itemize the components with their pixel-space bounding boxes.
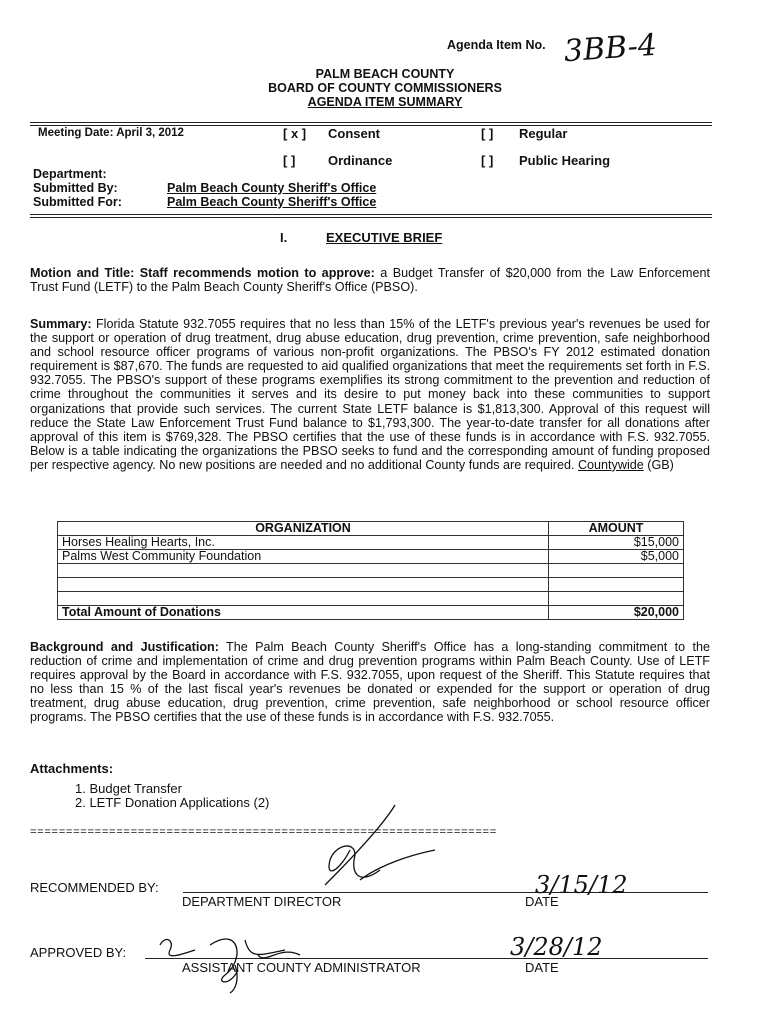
attachments-label: Attachments: (30, 761, 114, 776)
table-row-empty (58, 592, 684, 606)
recommended-by-label: RECOMMENDED BY: (30, 880, 159, 895)
motion-text: a Budget Transfer of $20,000 from the Law Enforcement Trust Fund (LETF) to the Palm Beach County Sheriff's Office (PBSO). (30, 266, 710, 295)
recommended-date-handwritten (530, 858, 680, 908)
option-public-hearing-label: Public Hearing (519, 153, 611, 168)
total-label: Total Amount of Donations (58, 606, 549, 620)
donation-table (57, 521, 684, 620)
table-row (58, 536, 684, 550)
empty-cell (549, 578, 684, 592)
header-rule-top (30, 122, 712, 123)
approved-date-handwritten (505, 920, 655, 970)
approved-title: ASSISTANT COUNTY ADMINISTRATOR (182, 960, 421, 975)
table-row-empty (58, 578, 684, 592)
attachment-item: 1. Budget Transfer (75, 781, 182, 796)
option-consent-label: Consent (328, 126, 380, 141)
empty-cell (58, 578, 549, 592)
approved-by-label: APPROVED BY: (30, 945, 127, 960)
recommended-date-label: DATE (525, 894, 559, 909)
submitted-for-label: Submitted For: (33, 195, 122, 209)
approved-date-value: 3/28/12 (510, 933, 603, 961)
submitted-by-value: Palm Beach County Sheriff's Office (167, 181, 377, 195)
row-org: Horses Healing Hearts, Inc. (58, 536, 549, 550)
table-row (58, 550, 684, 564)
background-label: Background and Justification: (30, 640, 219, 654)
option-regular-box: [ ] (481, 126, 494, 141)
row-amount: $5,000 (549, 550, 684, 564)
row-org: Palms West Community Foundation (58, 550, 549, 564)
option-ordinance-box: [ ] (283, 153, 296, 168)
empty-cell (549, 564, 684, 578)
summary-paragraph (30, 317, 710, 472)
table-row-empty (58, 564, 684, 578)
section-number: I. (280, 230, 288, 245)
summary-text: Florida Statute 932.7055 requires that no less than 15% of the LETF's previous year's revenues be used for the support or operation of drug treatment, drug abuse education, drug prevention, crime prevention, safe neighborhood and school resource officer programs of various non-profit organizations. The PBSO's FY 2012 estimated donation requirement is $87,670. The funds are requested to aid qualified organizations that meet the requirements set forth in F.S. 932.7055. The PBSO's support of these programs exemplifies its strong commitment to the prevention and reduction of crime throughout the communities it serves and its desire to put money back into these communities to support organizations that provide such services. The current State LETF balance is $1,813,300. Approval of this request will reduce the State Law Enforcement Trust Fund balance to $1,793,300. The year-to-date transfer for all donations after approval of this item is $769,328. The PBSO certifies that the use of these funds is in accordance with F.S. 932.7055. Below is a table indicating the organizations the PBSO seeks to fund and the corresponding amount of funding proposed per respective agency. No new positions are needed and no additional County funds are required. (30, 317, 710, 472)
recommended-title: DEPARTMENT DIRECTOR (182, 894, 342, 909)
option-ordinance-label: Ordinance (328, 153, 393, 168)
summary-scope: Countywide (577, 457, 644, 472)
summary-initials: (GB) (643, 457, 674, 472)
header-board: BOARD OF COUNTY COMMISSIONERS (268, 81, 502, 95)
option-regular-label: Regular (519, 126, 568, 141)
department-rule (30, 214, 712, 215)
meeting-date-value: April 3, 2012 (116, 127, 184, 139)
submitted-for-value: Palm Beach County Sheriff's Office (167, 195, 377, 209)
attachment-item: 2. LETF Donation Applications (2) (75, 795, 270, 810)
background-paragraph (30, 640, 710, 725)
recommended-date-value: 3/15/12 (535, 871, 628, 899)
meeting-date-label (38, 127, 184, 139)
option-ordinance[interactable] (283, 153, 393, 168)
department-label: Department: (33, 167, 107, 181)
administrator-signature (140, 915, 340, 995)
summary-label: Summary: (30, 317, 92, 331)
row-amount: $15,000 (549, 536, 684, 550)
section-title: EXECUTIVE BRIEF (326, 230, 443, 245)
separator-line: ================================================================= (30, 826, 497, 838)
motion-paragraph (30, 266, 710, 294)
option-regular[interactable] (481, 126, 568, 141)
option-public-hearing-box: [ ] (481, 153, 494, 168)
empty-cell (58, 564, 549, 578)
empty-cell (549, 592, 684, 606)
col-amount: AMOUNT (549, 522, 684, 536)
background-text: The Palm Beach County Sheriff's Office has a long-standing commitment to the reduction of crime and implementation of crime and drug prevention programs within Palm Beach County. Use of LETF requires approval by the Board in accordance with F.S. 932.7055, upon request of the Sheriff. This Statute requires that no less than 15 % of the last fiscal year's revenues be donated or expended for the support or operation of drug treatment, drug abuse education, drug prevention, crime prevention, safe neighborhood or school resource officer programs. The PBSO certifies that the use of these funds is in accordance with F.S. 932.7055. (30, 640, 710, 725)
meeting-date-label-text: Meeting Date: (38, 127, 114, 139)
submitted-by-label: Submitted By: (33, 181, 118, 195)
approved-date-label: DATE (525, 960, 559, 975)
option-consent[interactable] (283, 126, 380, 141)
director-signature (300, 800, 450, 900)
header-county: PALM BEACH COUNTY (315, 67, 455, 81)
table-total-row (58, 606, 684, 620)
col-organization: ORGANIZATION (58, 522, 549, 536)
motion-label: Motion and Title: Staff recommends motion to approve: (30, 266, 375, 280)
department-rule2 (30, 217, 712, 218)
option-public-hearing[interactable] (481, 153, 611, 168)
total-amount: $20,000 (549, 606, 684, 620)
svg-text:3BB-4: 3BB-4 (562, 27, 658, 70)
option-consent-box: [ x ] (283, 126, 307, 141)
agenda-item-label: Agenda Item No. (447, 38, 546, 52)
header-summary-title: AGENDA ITEM SUMMARY (307, 95, 463, 109)
table-header-row (58, 522, 684, 536)
empty-cell (58, 592, 549, 606)
